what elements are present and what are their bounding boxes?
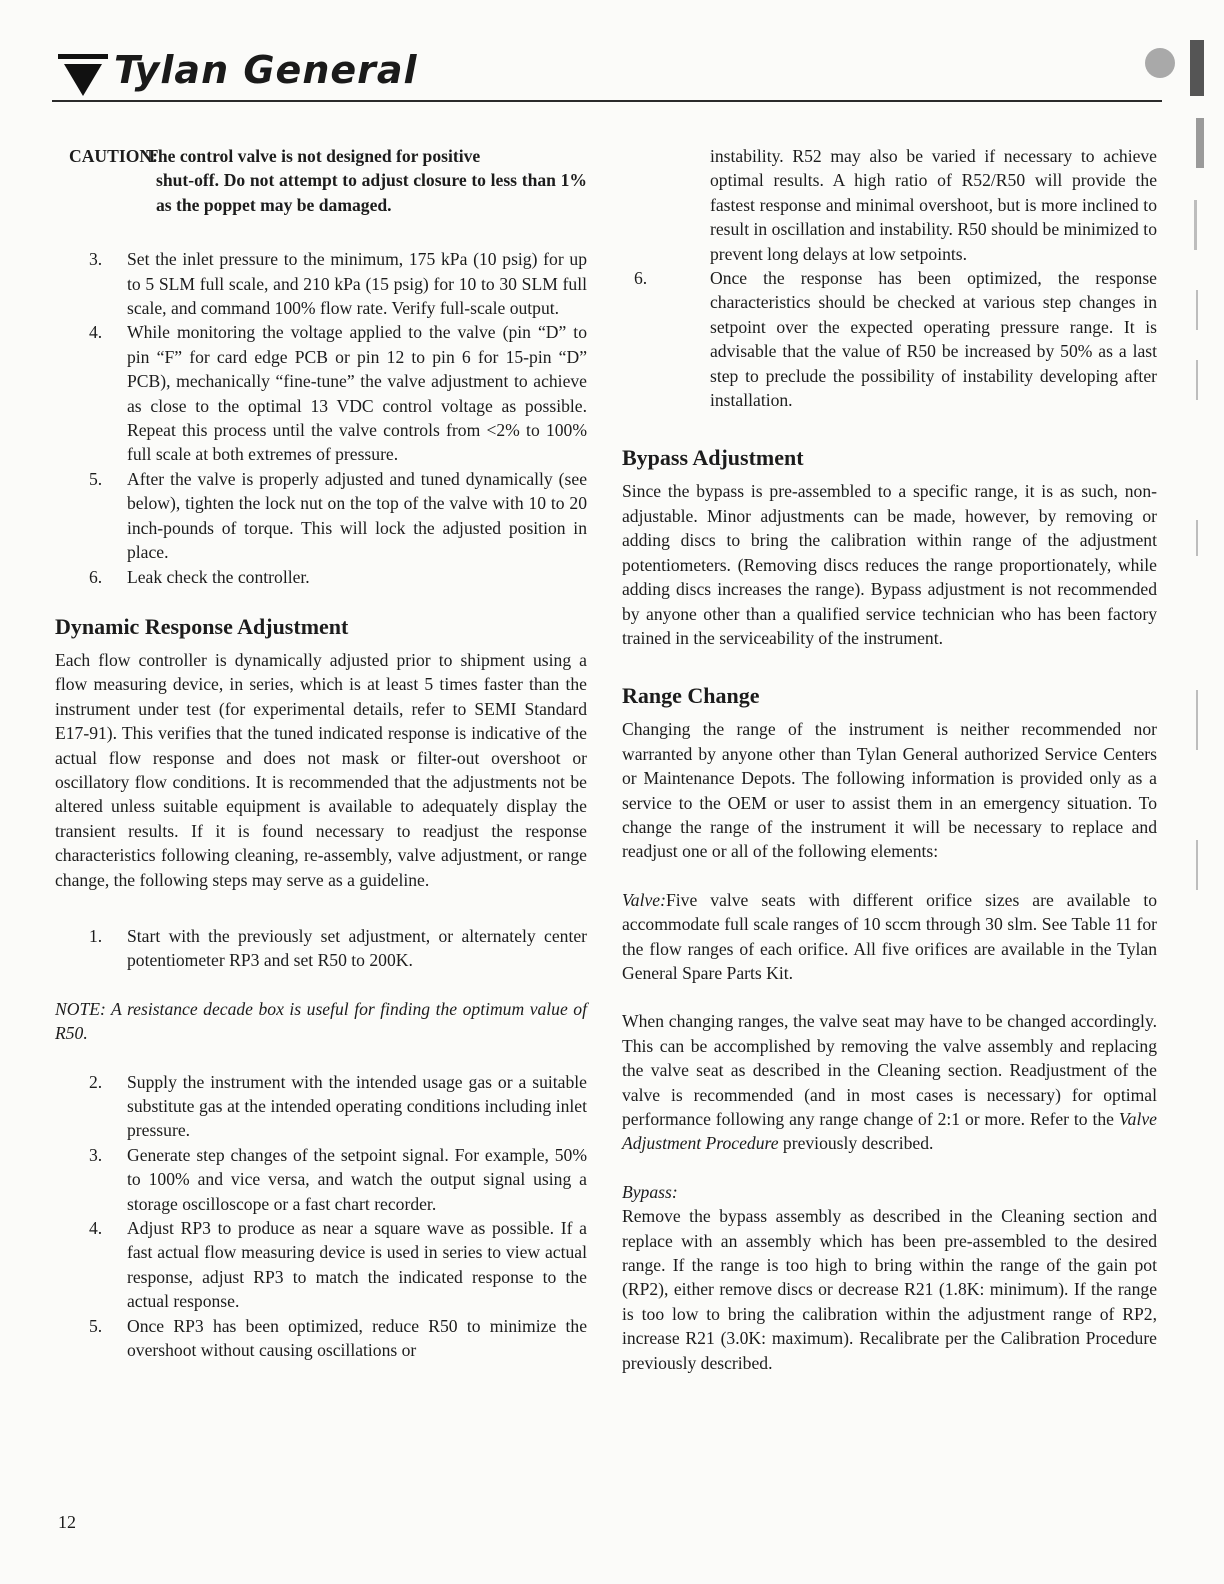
list-item [55,1314,587,1363]
valve-text: Five valve seats with different orifice sizes are available to accommodate full scale ranges of 10 sccm through 30 slm. See Table 11 for the flow ranges of each orifice. All five orifices are available in the Tylan General Spare Parts Kit. [622,889,1157,983]
changing-text-1: When changing ranges, the valve seat may have to be changed accordingly. This can be accomplished by removing the valve assembly and replacing the valve seat as described in the Cleaning section. Readjustment of the valve is recommended (and in most cases is necessary) for optimal performance following any range change of 2:1 or more. Refer to the [622,1011,1157,1129]
scan-edge-mark [1196,290,1198,330]
page-header [52,40,1172,102]
step-number: 4. [89,322,103,343]
step-number: 5. [89,1315,103,1336]
section-heading-range-change: Range Change [622,683,760,709]
list-item [622,266,1157,412]
dynamic-response-paragraph: Each flow controller is dynamically adjusted prior to shipment using a flow measuring device, in series, which is at least 5 times faster than the instrument under test (for experimental details, refer to SEMI Standard E17-91). This verifies that the tuned indicated response is indicative of the actual flow response and does not mask or filter-out overshoot or oscillatory flow conditions. It is recommended that the adjustments not be altered unless suitable equipment is available to adequately display the transient results. If it is found necessary to readjust the response characteristics following cleaning, re-assembly, valve adjustment, or range change, the following steps may serve as a guideline. [55,649,587,890]
range-change-paragraph: Changing the range of the instrument is neither recommended nor warranted by anyone other than Tylan General authorized Service Centers or Maintenance Depots. The following information is provided only as a service to the OEM or user to assist them in an emergency situation. To change the range of the instrument it will be necessary to replace and readjust one or all of the following elements: [622,719,1157,862]
dynamic-steps-list [55,1070,587,1363]
bypass-paragraph: Since the bypass is pre-assembled to a specific range, it is as such, non-adjustable. Minor adjustments can be made, however, by removing or adding discs to bring the calibration within range of the adjustment potentiometers. (Removing discs reduces the range proportionately, while adding discs increases the range). Bypass adjustment is not recommended by anyone other than a qualified service technician who has been factory trained in the serviceability of the instrument. [622,481,1157,648]
list-item [55,924,587,973]
step-number: 2. [89,1071,103,1092]
step-text: Once RP3 has been optimized, reduce R50 to minimize the overshoot without causing oscillations or [127,1315,587,1361]
step-number: 1. [89,925,103,946]
binder-hole-mark [1145,48,1175,78]
left-column [55,144,587,1362]
changing-ranges-paragraph [622,1009,1157,1155]
caution-label: CAUTION: [69,146,158,166]
brand-logo-text: Tylan General [114,48,418,92]
valve-label: Valve: [622,889,666,910]
step-text: While monitoring the voltage applied to the valve (pin “D” to pin “F” for card edge PCB or pin 12 to pin 6 for 15-pin “D” PCB), mechanically “fine-tune” the valve adjustment to achieve as close to the optimal 13 VDC control voltage as possible. Repeat this process until the valve controls from <2% to 100% full scale at both extremes of pressure. [127,322,587,465]
scan-edge-mark [1196,690,1198,750]
list-item [55,467,587,565]
valve-procedure-reference: Valve Adjustment Procedure [622,1109,1157,1154]
scan-edge-mark [1196,360,1198,400]
caution-block [69,144,587,217]
page-number: 12 [58,1512,76,1532]
list-item [55,247,587,320]
step-text: Start with the previously set adjustment, or alternately center potentiometer RP3 and set R50 to 200K. [127,925,587,971]
step-text: Supply the instrument with the intended usage gas or a suitable substitute gas at the intended operating conditions including inlet pressure. [127,1071,587,1141]
step-text: Leak check the controller. [127,566,310,587]
step-number: 4. [89,1218,103,1239]
bypass-label: Bypass: [622,1181,678,1202]
list-item [55,320,587,466]
step-number: 3. [89,1144,103,1165]
list-item [55,565,587,589]
scan-edge-mark [1196,118,1204,168]
bypass-replace-paragraph: Remove the bypass assembly as described in the Cleaning section and replace with an assembly which has been pre-assembled to the desired range. If the range is too high to bring within the range of the gain pot (RP2), either remove discs or decrease R21 (1.8K: minimum). If the range is too low to bring the calibration within the adjustment range of RP2, increase R21 (3.0K: maximum). Recalibrate per the Calibration Procedure previously described. [622,1206,1157,1373]
tylan-logo-icon [58,50,108,98]
step-text: Generate step changes of the setpoint signal. For example, 50% to 100% and vice versa, and watch the output signal using a storage oscilloscope or a fast chart recorder. [127,1144,587,1214]
section-heading-dynamic-response: Dynamic Response Adjustment [55,613,349,639]
valve-paragraph [622,888,1157,986]
caution-text-2: shut-off. Do not attempt to adjust closure to less than 1% as the poppet may be damaged. [156,170,587,215]
note-paragraph: NOTE: A resistance decade box is useful for finding the optimum value of R50. [55,998,587,1044]
step-number: 6. [89,566,103,587]
scan-edge-mark [1190,40,1204,96]
dynamic-steps-list-start [55,924,587,973]
caution-text-1: The control valve is not designed for positive [146,146,481,166]
list-item [55,1216,587,1314]
scan-edge-mark [1194,200,1197,250]
continued-paragraph: instability. R52 may also be varied if necessary to achieve optimal results. A high ratio of R52/R50 will provide the fastest response and minimal overshoot, but is more inclined to result in oscillation and instability. R50 should be minimized to prevent long delays at low setpoints. [710,146,1157,264]
list-item [55,1070,587,1143]
scan-edge-mark [1196,520,1198,556]
step-number: 6. [634,268,648,289]
dynamic-steps-list-end [622,266,1157,412]
header-rule [52,100,1162,102]
list-item [55,1143,587,1216]
valve-steps-list [55,247,587,589]
step-text: Once the response has been optimized, the response characteristics should be checked at various step changes in setpoint over the expected operating pressure range. It is advisable that the value of R50 be increased by 50% as a last step to preclude the possibility of instability developing after installation. [710,268,1157,411]
section-heading-bypass-adjustment: Bypass Adjustment [622,445,804,471]
step-text: Set the inlet pressure to the minimum, 175 kPa (10 psig) for up to 5 SLM full scale, and 210 kPa (15 psig) for 10 to 30 SLM full scale, and command 100% flow rate. Verify full-scale output. [127,249,587,319]
changing-text-2: previously described. [782,1133,934,1154]
step-text: Adjust RP3 to produce as near a square wave as possible. If a fast actual flow measuring device is used in series to view actual response, adjust RP3 to match the indicated response to the actual response. [127,1218,587,1312]
step-text: After the valve is properly adjusted and tuned dynamically (see below), tighten the lock nut on the top of the valve with 10 to 20 inch-pounds of torque. This will lock the adjusted position in place. [127,468,587,563]
step-number: 3. [89,249,103,270]
right-column [622,144,1157,1375]
scan-edge-mark [1196,840,1198,890]
step-number: 5. [89,468,103,489]
